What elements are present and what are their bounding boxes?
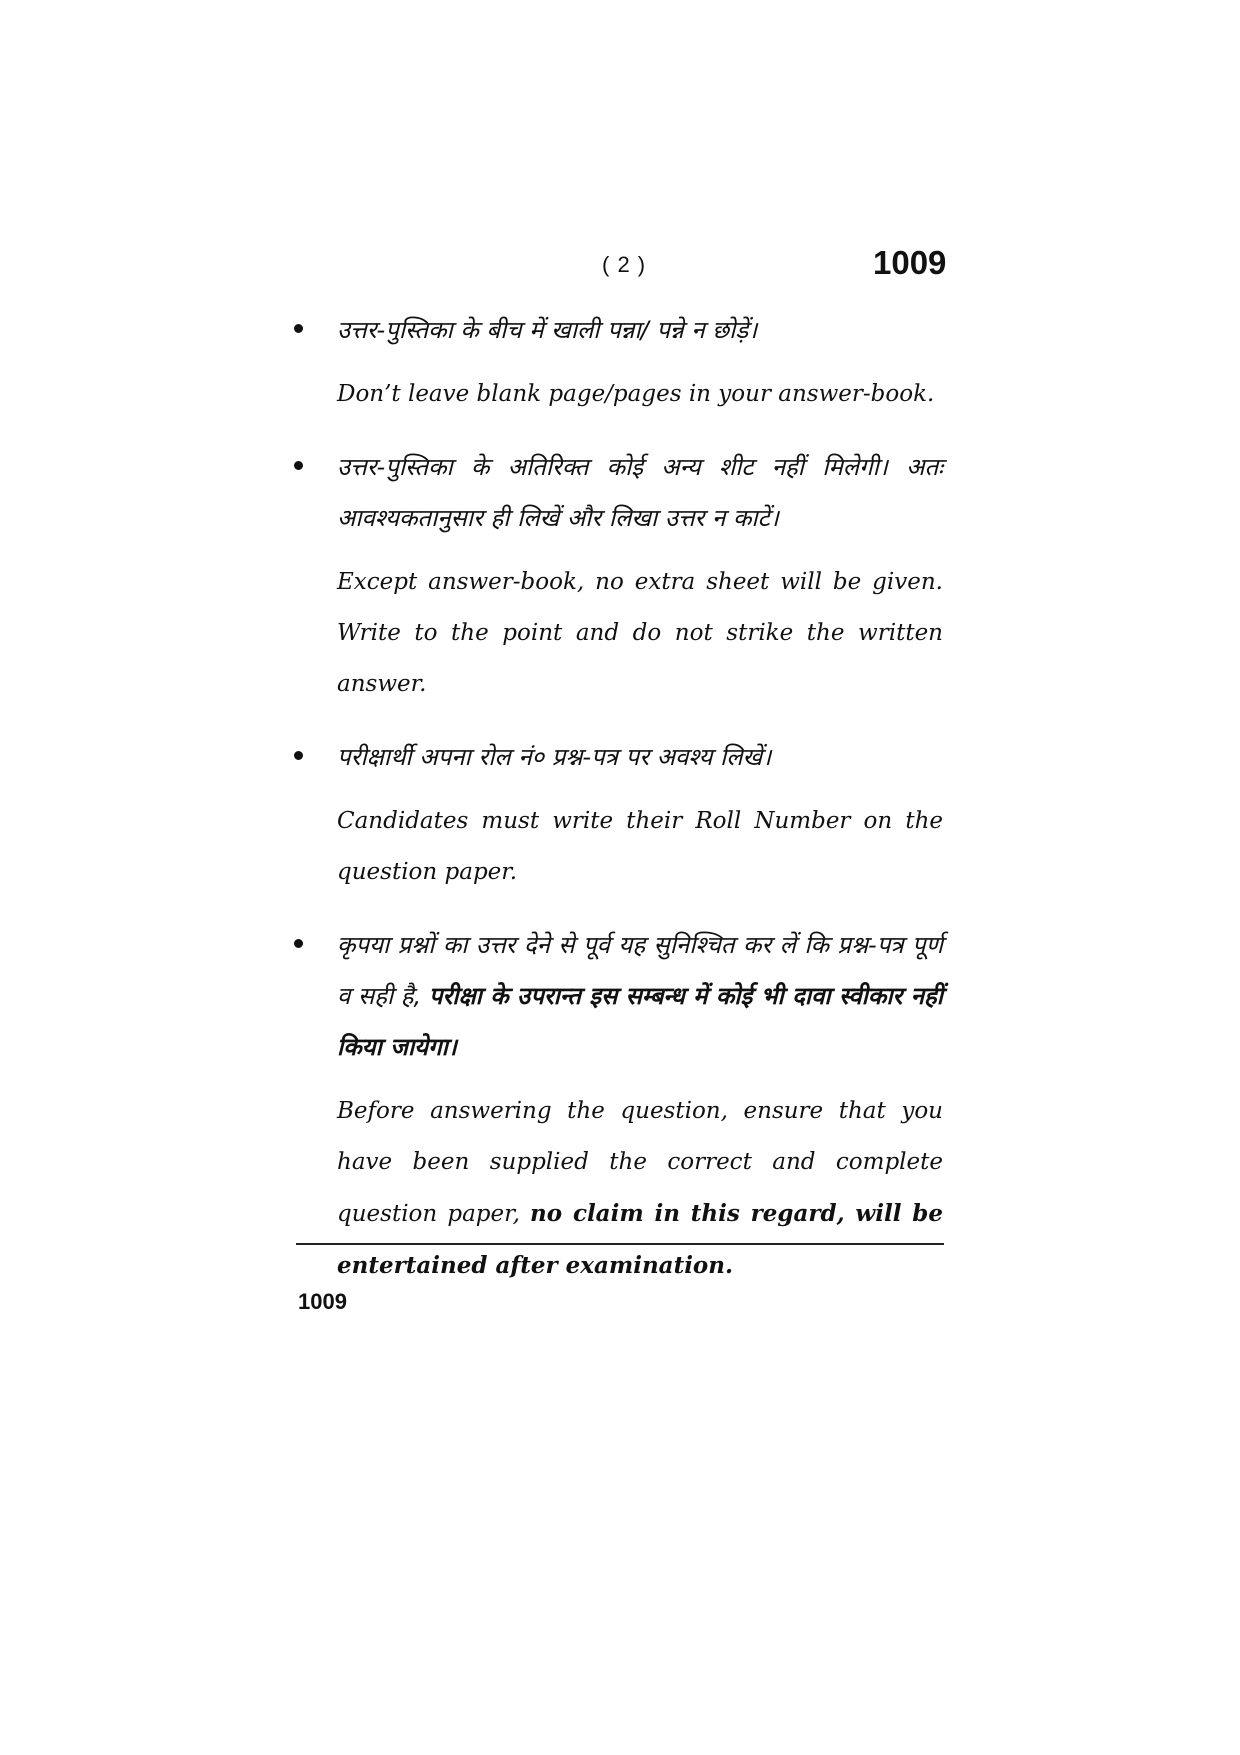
instruction-hindi xyxy=(337,920,943,1073)
instructions-list xyxy=(337,305,943,1314)
instruction-hindi-text: कृपया प्रश्नों का उत्तर देने से पूर्व यह सुनिश्चित कर लें कि प्रश्न-पत्र पूर्ण व सही है, xyxy=(337,931,943,1010)
instruction-hindi: परीक्षार्थी अपना रोल नं० प्रश्न-पत्र पर अवश्य लिखें। xyxy=(337,743,772,771)
bullet-icon xyxy=(294,939,303,948)
instruction-english xyxy=(337,1086,943,1292)
instruction-hindi: उत्तर-पुस्तिका के बीच में खाली पन्ना/ पन्ने न छोड़ें। xyxy=(337,316,758,344)
instruction-hindi-bold: परीक्षा के उपरान्त इस सम्बन्ध में कोई भी दावा स्वीकार नहीं किया जायेगा। xyxy=(337,982,943,1061)
instruction-item xyxy=(337,732,943,898)
divider-line xyxy=(296,1243,944,1245)
bullet-icon xyxy=(294,324,303,333)
instruction-english: Candidates must write their Roll Number on the question paper. xyxy=(337,808,943,885)
instruction-item xyxy=(337,442,943,710)
instruction-english-bold: no claim in this regard, will be entertained after examination. xyxy=(337,1200,943,1279)
instruction-english: Don’t leave blank page/pages in your answer-book. xyxy=(337,381,935,407)
instruction-hindi: उत्तर-पुस्तिका के अतिरिक्त कोई अन्य शीट नहीं मिलेगी। अतः आवश्यकतानुसार ही लिखें और लिखा उत्तर न काटें। xyxy=(337,453,943,532)
instruction-item xyxy=(337,305,943,420)
instruction-english: Except answer-book, no extra sheet will be given. Write to the point and do not strike the written answer. xyxy=(337,569,943,697)
instruction-english-text: Before answering the question, ensure that you have been supplied the correct and complete question paper, xyxy=(337,1098,943,1227)
bullet-icon xyxy=(294,461,303,470)
page-number: ( 2 ) xyxy=(602,252,647,277)
paper-code-bottom: 1009 xyxy=(298,1289,347,1314)
instruction-item xyxy=(337,920,943,1292)
paper-code-top: 1009 xyxy=(873,244,947,281)
bullet-icon xyxy=(294,751,303,760)
